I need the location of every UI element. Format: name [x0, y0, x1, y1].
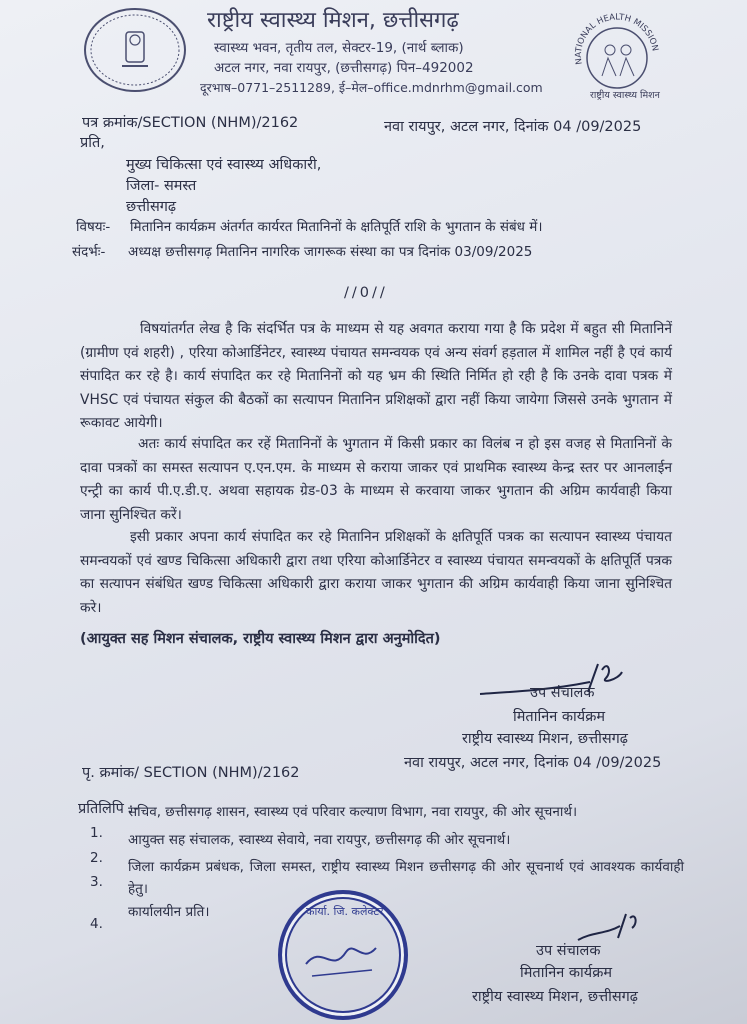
copy-place-date: नवा रायपुर, अटल नगर, दिनांक 04 /09/2025 [404, 755, 662, 771]
office-stamp-text: कार्या. जि. कलेक्टर [306, 905, 384, 918]
prati-label: प्रति, [80, 135, 105, 151]
letterhead-address-1: स्वास्थ्य भवन, तृतीय तल, सेक्टर-19, (नार्थ ब्लाक) [214, 40, 464, 56]
letterhead-title: राष्ट्रीय स्वास्थ्य मिशन, छत्तीसगढ़ [207, 8, 459, 33]
signatory-2-title: उप संचालक [536, 943, 601, 959]
signatory-2-org: राष्ट्रीय स्वास्थ्य मिशन, छत्तीसगढ़ [472, 989, 638, 1005]
body-paragraph-3: इसी प्रकार अपना कार्य संपादित कर रहे मितानिन प्रशिक्षकों के क्षतिपूर्ति पत्रक का सत्यापन स्वास्थ्य पंचायत समन्वयकों एवं खण्ड चिकित्सा अधिकारी द्वारा तथा एरिया कोआर्डिनेटर व स्वास्थ्य पंचायत समन्वयकों के क्षतिपूर्ति पत्रक का सत्यापन संबंधित खण्ड चिकित्सा अधिकारी द्वारा कराया जाकर भुगतान की अग्रिम कार्यवाही किया जाना सुनिश्चित करे। [80, 529, 672, 616]
copy-item-2-number: 2. [90, 850, 103, 866]
emblem-icon [86, 10, 184, 90]
copy-item-4-number: 4. [90, 916, 103, 932]
signatory-1-program: मितानिन कार्यक्रम [513, 709, 606, 725]
addressee-line-1: मुख्य चिकित्सा एवं स्वास्थ्य अधिकारी, [126, 157, 322, 173]
ref-number: पत्र क्रमांक/SECTION (NHM)/2162 [82, 115, 299, 131]
place-date: नवा रायपुर, अटल नगर, दिनांक 04 /09/2025 [384, 119, 642, 135]
stamp-signature-icon [302, 934, 382, 984]
subject-text: मितानिन कार्यक्रम अंतर्गत कार्यरत मितानिनों के क्षतिपूर्ति राशि के भुगतान के संबंध में। [130, 219, 543, 235]
copy-item-3-number: 3. [90, 874, 103, 890]
copy-item-1-number: 1. [90, 825, 103, 841]
subject-label: विषयः- [76, 219, 111, 235]
nhm-logo-text: NATIONAL HEALTH MISSION [573, 12, 660, 66]
signatory-1-org: राष्ट्रीय स्वास्थ्य मिशन, छत्तीसगढ़ [462, 731, 628, 747]
addressee-line-3: छत्तीसगढ़ [126, 199, 177, 215]
signatory-1-title: उप संचालक [530, 685, 595, 701]
body-paragraph-2: अतः कार्य संपादित कर रहें मितानिनों के भुगतान में किसी प्रकार का विलंब न हो इस वजह से मितानिनों के दावा पत्रकों का समस्त सत्यापन ए.एन.एम. के माध्यम से कराया जाकर एवं प्राथमिक स्वास्थ्य केन्द्र स्तर पर आनलाईन एन्ट्री का कार्य पी.ए.डी.ए. अथवा सहायक ग्रेड-03 के माध्यम से करवाया जाकर भुगतान की अग्रिम कार्यवाही किया जाना सुनिश्चित करें। [80, 436, 672, 523]
copy-item-4: कार्यालयीन प्रति। [128, 904, 210, 920]
copy-ref-number: पृ. क्रमांक/ SECTION (NHM)/2162 [82, 765, 300, 781]
reference-text: अध्यक्ष छत्तीसगढ़ मितानिन नागरिक जागरूक संस्था का पत्र दिनांक 03/09/2025 [128, 244, 533, 260]
state-emblem-seal [84, 8, 186, 92]
addressee-line-2: जिला- समस्त [126, 178, 197, 194]
copy-item-2: आयुक्त सह संचालक, स्वास्थ्य सेवाये, नवा रायपुर, छत्तीसगढ़ की ओर सूचनार्थ। [128, 832, 511, 848]
separator: //0// [344, 285, 388, 301]
copy-item-3: जिला कार्यक्रम प्रबंधक, जिला समस्त, राष्ट्रीय स्वास्थ्य मिशन छत्तीसगढ़ की ओर सूचनार्थ एवं आवश्यक कार्यवाही हेतु। [128, 859, 684, 897]
copy-item-1: सचिव, छत्तीसगढ़ शासन, स्वास्थ्य एवं परिवार कल्याण विभाग, नवा रायपुर, की ओर सूचनार्थ। [128, 804, 578, 820]
reference-label: संदर्भः- [72, 244, 106, 260]
signatory-2-program: मितानिन कार्यक्रम [520, 965, 613, 981]
approval-note: (आयुक्त सह मिशन संचालक, राष्ट्रीय स्वास्थ्य मिशन द्वारा अनुमोदित) [80, 631, 441, 647]
office-stamp [278, 890, 408, 1020]
letterhead-address-2: अटल नगर, नवा रायपुर, (छत्तीसगढ़) पिन–492002 [214, 60, 474, 76]
letterhead-contact: दूरभाष–0771–2511289, ई–मेल–office.mdnrhm@gmail.com [200, 80, 543, 95]
copy-label: प्रतिलिपि :- [78, 801, 139, 817]
nhm-logo-caption: राष्ट्रीय स्वास्थ्य मिशन [590, 90, 660, 101]
body-paragraph-1: विषयांतर्गत लेख है कि संदर्भित पत्र के माध्यम से यह अवगत कराया गया है कि प्रदेश में बहुत सी मितानिनें (ग्रामीण एवं शहरी) , एरिया कोआर्डिनेटर, स्वास्थ्य पंचायत समन्वयक एवं अन्य संवर्ग हड़ताल में शामिल नहीं है एवं कार्य संपादित कर रहे है। कार्य संपादित कर रहे मितानिनों को यह भ्रम की स्थिति निर्मित हो रही है कि उनके दावा पत्रक में VHSC एवं पंचायत संकुल की बैठकों का सत्यापन मितानिन प्रशिक्षकों द्वारा नहीं किया जायेगा जिससे उनके भुगतान में रूकावट आयेगी। [80, 321, 672, 431]
